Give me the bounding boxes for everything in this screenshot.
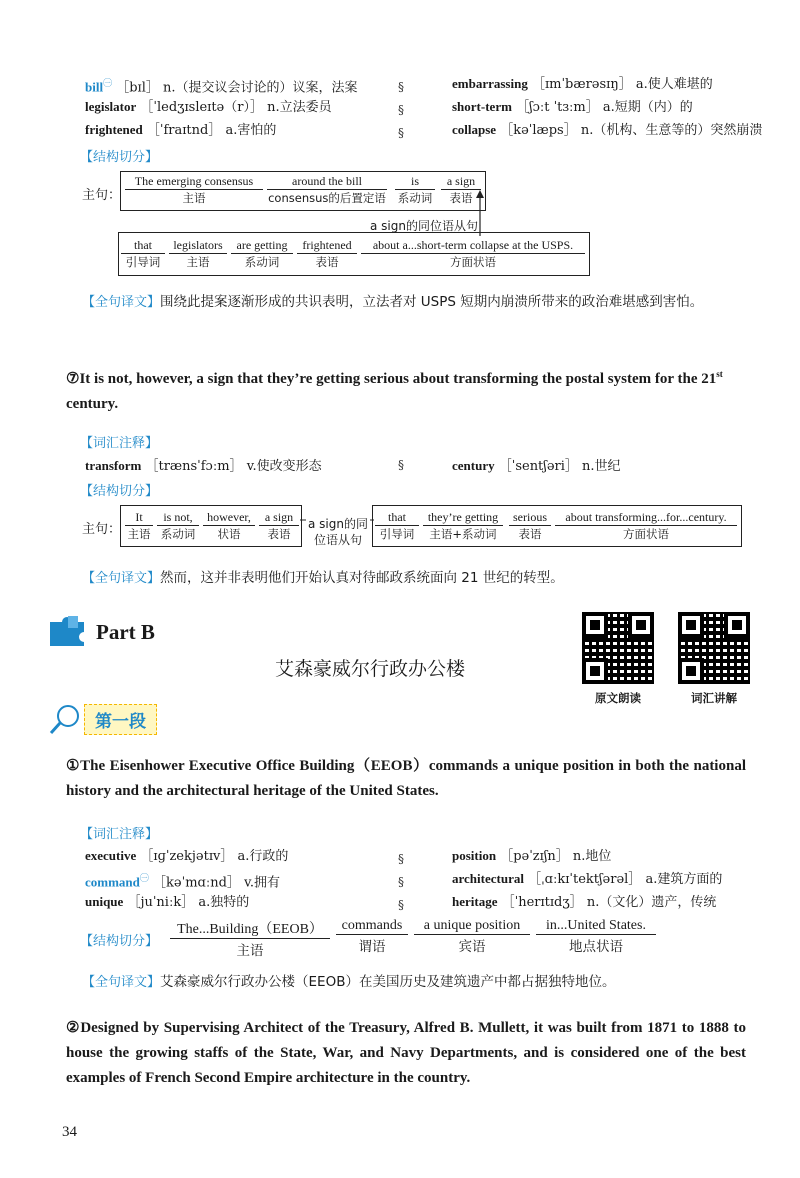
vocab-entry <box>85 99 358 122</box>
cell-en: is <box>395 174 435 190</box>
diagram2-link-label <box>306 516 370 548</box>
cell-en: commands <box>336 918 408 935</box>
vocab-entry <box>452 871 722 894</box>
vocab-phonetic: ［juˈniːk］ <box>127 895 195 910</box>
vocab-left-col <box>85 848 288 917</box>
translation-tag: 【全句译文】 <box>82 975 161 990</box>
diagram3-cell <box>414 918 530 955</box>
vocab-definition: n.立法委员 <box>267 100 332 115</box>
cell-cn: 主语+系动词 <box>429 527 497 541</box>
cell-en: The...Building（EEOB） <box>170 918 330 939</box>
cell-en: about a...short-term collapse at the USPS. <box>361 238 585 254</box>
cell-cn: 地点状语 <box>569 939 623 955</box>
vocab-word: collapse <box>452 122 497 137</box>
cell-cn: 主语 <box>182 191 206 205</box>
puzzle-icon <box>48 612 90 648</box>
vocab-word: frightened <box>85 122 143 137</box>
cell-en: a sign <box>259 510 299 526</box>
diagram2-cell <box>259 510 299 542</box>
vocab-left-col <box>85 76 358 145</box>
cell-cn: 系动词 <box>160 527 196 541</box>
vocab-phonetic: ［kəˈlæps］ <box>500 123 577 138</box>
vocab-entry <box>85 458 322 475</box>
diagram1-cell <box>125 174 263 206</box>
vocab-word: command <box>85 874 140 890</box>
diagram1-cell <box>121 238 165 270</box>
diagram2-main-box <box>120 505 302 547</box>
cell-en: however, <box>203 510 255 526</box>
cell-en: serious <box>509 510 551 526</box>
main-clause-label: 主句： <box>82 522 122 537</box>
vocab-phonetic: ［ˈledʒɪsleɪtə（r）］ <box>140 100 263 115</box>
main-clause-label: 主句： <box>82 188 122 203</box>
vocab-word: unique <box>85 894 124 909</box>
vocab-definition: n.（机构、生意等的）突然崩溃 <box>580 123 763 138</box>
cell-en: that <box>121 238 165 254</box>
vocab-entry <box>452 894 722 917</box>
diagram1-cell <box>395 174 435 206</box>
cell-cn: 表语 <box>518 527 542 541</box>
vocab-definition: n.（文化）遗产，传统 <box>586 895 717 910</box>
vocab-definition: a.使人难堪的 <box>635 77 713 92</box>
diagram2-cell <box>157 510 199 542</box>
diagram1-link-label: a sign的同位语从句 <box>370 219 478 233</box>
vocab-entry <box>452 122 762 145</box>
page-number: 34 <box>62 1124 77 1140</box>
cell-en: that <box>375 510 419 526</box>
cell-cn: 系动词 <box>397 191 433 205</box>
vocab-word: transform <box>85 458 142 473</box>
vocab-phonetic: ［bɪl］ <box>116 80 159 96</box>
cell-cn: 主语 <box>186 255 210 269</box>
translation-block <box>82 970 762 990</box>
vocab-mark: ㊀ <box>103 79 113 89</box>
part-label: Part B <box>96 620 155 644</box>
vocab-definition: a.建筑方面的 <box>645 872 723 887</box>
cell-en: are getting <box>231 238 293 254</box>
qr-label-reading: 原文朗读 <box>595 691 641 705</box>
vocab-word: embarrassing <box>452 76 528 91</box>
sentence-1 <box>66 754 746 804</box>
cell-en: in...United States. <box>536 918 656 935</box>
cell-cn: 引导词 <box>379 527 415 541</box>
vocab-word: bill <box>85 79 104 95</box>
sentence-text: Designed by Supervising Architect of the Treasury, Alfred B. Mullett, it was built from 1871 to 1888 to house the growing staffs of the State, War, and Navy Departments, and is considered one of the best examples of French Second Empire architecture in the country. <box>66 1020 746 1086</box>
vocab-definition: a.短期（内）的 <box>602 100 693 115</box>
cell-cn: 表语 <box>267 527 291 541</box>
diagram1-cell <box>169 238 227 270</box>
vocab-definition: n.地位 <box>572 849 612 864</box>
vocab-entry <box>85 122 358 145</box>
vocab-entry <box>452 848 722 871</box>
sentence-2 <box>66 1016 746 1091</box>
vocab-phonetic: ［ˈherɪtɪdʒ］ <box>501 895 583 910</box>
cell-en: The emerging consensus <box>125 174 263 190</box>
vocab-phonetic: ［ɪɡˈzekjətɪv］ <box>140 849 234 864</box>
diagram3-cell <box>336 918 408 955</box>
vocab-entry <box>85 848 288 871</box>
cell-en: about transforming...for...century. <box>555 510 737 526</box>
vocab-tag: 【词汇注释】 <box>80 827 159 842</box>
diagram3-cell <box>536 918 656 955</box>
sentence-number: ⑦ <box>66 371 80 387</box>
translation-block <box>82 290 762 315</box>
vocab-separator: § <box>398 458 404 472</box>
translation-text: 然而，这并非表明他们开始认真对待邮政系统面向 21 世纪的转型。 <box>160 570 564 586</box>
diagram1-cell <box>267 174 387 206</box>
cell-en: It <box>125 510 153 526</box>
cell-cn: 表语 <box>449 191 473 205</box>
sentence-number: ① <box>66 758 81 774</box>
vocab-mark: ㊀ <box>139 874 149 884</box>
vocab-definition: n.世纪 <box>582 459 621 474</box>
diagram2-cell <box>423 510 503 542</box>
translation-tag: 【全句译文】 <box>82 295 161 310</box>
vocab-entry <box>452 76 762 99</box>
cell-cn: 引导词 <box>125 255 161 269</box>
passage-title: 艾森豪威尔行政办公楼 <box>274 658 465 680</box>
qr-label-vocab: 词汇讲解 <box>691 691 737 705</box>
translation-text: 艾森豪威尔行政办公楼（EEOB）在美国历史及建筑遗产中都占据独特地位。 <box>160 974 616 990</box>
translation-block <box>82 566 762 586</box>
vocab-phonetic: ［ɪmˈbærəsɪŋ］ <box>531 77 632 92</box>
cell-en: a unique position <box>414 918 530 935</box>
diagram2-clause-box <box>372 505 742 547</box>
cell-cn: 谓语 <box>358 939 386 955</box>
vocab-entry <box>452 458 621 475</box>
structure-tag: 【结构切分】 <box>80 934 159 949</box>
vocab-phonetic: ［ˈsentʃəri］ <box>498 459 578 474</box>
diagram1-clause-box <box>118 232 590 276</box>
cell-cn: 方面状语 <box>623 527 669 541</box>
vocab-definition: a.独特的 <box>198 895 250 910</box>
vocab-entry <box>85 871 288 894</box>
sentence-text: The Eisenhower Executive Office Building（EEOB）commands a unique position in both the national history and the architectural heritage of the United States. <box>66 758 746 799</box>
cell-cn: 主语 <box>127 527 151 541</box>
diagram3-cell <box>170 918 330 959</box>
diagram2-cell <box>555 510 737 542</box>
diagram1-main-box <box>120 171 486 211</box>
diagram1-cell <box>297 238 357 270</box>
vocab-phonetic: ［kəˈmɑːnd］ <box>153 875 240 891</box>
cell-en: around the bill <box>267 174 387 190</box>
vocab-word: century <box>452 458 495 473</box>
cell-en: is not, <box>157 510 199 526</box>
vocab-phonetic: ［trænsˈfɔːm］ <box>145 459 243 474</box>
vocab-phonetic: ［ˈfraɪtnd］ <box>146 123 222 138</box>
structure-tag: 【结构切分】 <box>80 484 159 499</box>
cell-en: they’re getting <box>423 510 503 526</box>
vocab-phonetic: ［ʃɔːt ˈtɜːm］ <box>516 100 599 115</box>
vocab-entry <box>85 76 358 99</box>
vocab-right-col <box>452 848 722 917</box>
diagram1-cell <box>361 238 585 270</box>
cell-en: frightened <box>297 238 357 254</box>
vocab-definition: a.害怕的 <box>225 123 277 138</box>
cell-cn: consensus的后置定语 <box>268 191 386 205</box>
vocab-tag: 【词汇注释】 <box>80 436 159 451</box>
link-label-line1: a sign的同 <box>308 517 368 531</box>
vocab-right-col <box>452 76 762 145</box>
vocab-separator: § § § <box>398 852 404 912</box>
diagram1-cell <box>231 238 293 270</box>
vocab-word: legislator <box>85 99 137 114</box>
translation-text: 围绕此提案逐渐形成的共识表明，立法者对 USPS 短期内崩溃所带来的政治难堪感到害怕。 <box>160 294 704 310</box>
vocab-word: architectural <box>452 871 524 886</box>
paragraph-heading: 第一段 <box>84 704 157 735</box>
cell-cn: 方面状语 <box>450 255 496 269</box>
vocab-definition: v.拥有 <box>244 875 280 891</box>
vocab-definition: n.（提交议会讨论的）议案，法案 <box>163 80 358 96</box>
diagram2-cell <box>203 510 255 542</box>
ordinal-suffix: st <box>716 369 723 379</box>
cell-en: a sign <box>441 174 481 190</box>
vocab-phonetic: ［pəˈzɪʃn］ <box>500 849 569 864</box>
cell-cn: 状语 <box>217 527 241 541</box>
vocab-definition: a.行政的 <box>237 849 289 864</box>
vocab-word: executive <box>85 848 137 863</box>
vocab-entry <box>85 894 288 917</box>
vocab-entry <box>452 99 762 122</box>
cell-cn: 表语 <box>315 255 339 269</box>
cell-cn: 宾语 <box>458 939 486 955</box>
structure-tag: 【结构切分】 <box>80 150 159 165</box>
sentence-text-end: century. <box>66 396 119 412</box>
vocab-word: position <box>452 848 497 863</box>
cell-cn: 系动词 <box>244 255 280 269</box>
vocab-definition: v.使改变形态 <box>246 459 322 474</box>
vocab-phonetic: ［ˌɑːkɪˈtektʃərəl］ <box>528 872 642 887</box>
diagram2-cell <box>509 510 551 542</box>
qr-code-reading[interactable] <box>582 612 654 684</box>
diagram2-cell <box>375 510 419 542</box>
sentence-text: It is not, however, a sign that they’re getting serious about transforming the postal system for the 21 <box>79 371 717 387</box>
qr-code-vocab[interactable] <box>678 612 750 684</box>
translation-tag: 【全句译文】 <box>82 571 161 586</box>
cell-cn: 主语 <box>236 943 264 959</box>
cell-en: legislators <box>169 238 227 254</box>
vocab-word: short-term <box>452 99 512 114</box>
sentence-7 <box>66 362 746 417</box>
vocab-separator: § § § <box>398 80 404 140</box>
sentence-number: ② <box>66 1020 81 1036</box>
vocab-word: heritage <box>452 894 498 909</box>
magnifier-icon <box>48 702 84 736</box>
link-label-line2: 位语从句 <box>313 533 362 547</box>
diagram2-cell <box>125 510 153 542</box>
